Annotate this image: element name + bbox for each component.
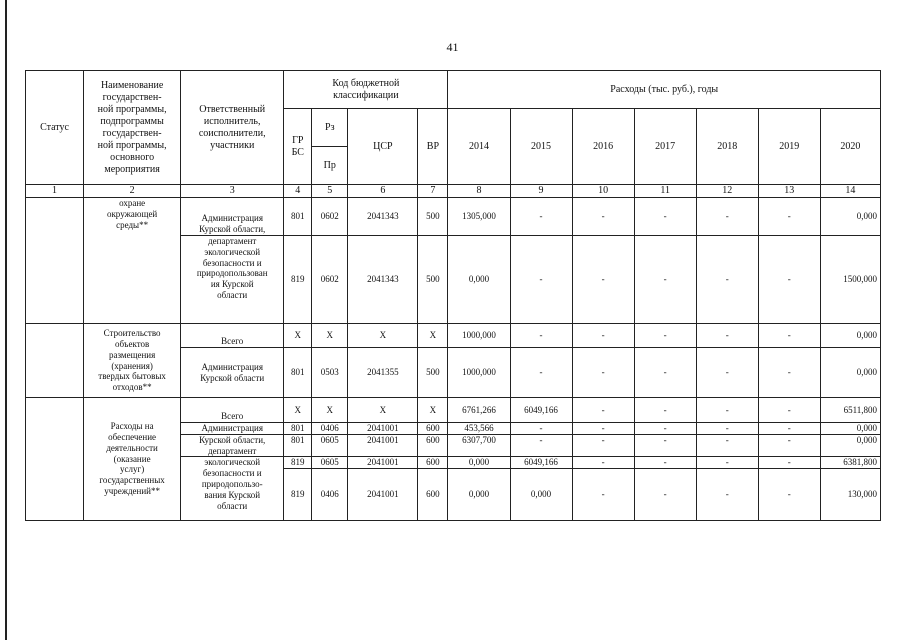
value-2020: 130,000 bbox=[820, 469, 880, 521]
rzpr-cell: 0605 bbox=[312, 457, 348, 469]
header-year-2014: 2014 bbox=[448, 109, 510, 185]
rzpr-cell: X bbox=[312, 398, 348, 423]
value-2016: - bbox=[572, 398, 634, 423]
column-number: 2 bbox=[84, 185, 181, 198]
value-2020: 0,000 bbox=[820, 198, 880, 236]
value-2019: - bbox=[758, 434, 820, 457]
value-2019: - bbox=[758, 469, 820, 521]
value-2015: - bbox=[510, 324, 572, 348]
header-year-2019: 2019 bbox=[758, 109, 820, 185]
value-2016: - bbox=[572, 434, 634, 457]
vr-cell: 600 bbox=[418, 423, 448, 435]
table-row bbox=[26, 398, 881, 423]
header-program-name: Наименование государствен- ной программы, подпрограммы государствен- ной программы, основного мероприятия bbox=[84, 71, 181, 185]
header-status: Статус bbox=[26, 71, 84, 185]
vr-cell: 600 bbox=[418, 434, 448, 457]
value-2017: - bbox=[634, 398, 696, 423]
value-2015: 0,000 bbox=[510, 469, 572, 521]
left-margin-rule bbox=[5, 0, 7, 640]
column-number: 6 bbox=[348, 185, 418, 198]
status-cell bbox=[26, 398, 84, 521]
header-csr: ЦСР bbox=[348, 109, 418, 185]
value-2015: - bbox=[510, 236, 572, 324]
program-name-cell: охране окружающей среды** bbox=[84, 198, 181, 324]
rzpr-cell: 0602 bbox=[312, 236, 348, 324]
value-2018: - bbox=[696, 398, 758, 423]
vr-cell: 600 bbox=[418, 469, 448, 521]
column-number: 12 bbox=[696, 185, 758, 198]
executor-cell: Администрация Курской области bbox=[181, 348, 284, 398]
value-2014: 1305,000 bbox=[448, 198, 510, 236]
grbs-cell: 801 bbox=[284, 198, 312, 236]
value-2016: - bbox=[572, 423, 634, 435]
value-2018: - bbox=[696, 469, 758, 521]
executor-cell: Администрация bbox=[181, 423, 284, 435]
table-row bbox=[26, 324, 881, 348]
column-number: 3 bbox=[181, 185, 284, 198]
executor-cell: департамент экологической безопасности и природопользован ия Курской области bbox=[181, 236, 284, 324]
column-number-row bbox=[26, 185, 881, 198]
header-year-2017: 2017 bbox=[634, 109, 696, 185]
value-2019: - bbox=[758, 198, 820, 236]
grbs-cell: 819 bbox=[284, 236, 312, 324]
header-year-2018: 2018 bbox=[696, 109, 758, 185]
value-2015: - bbox=[510, 434, 572, 457]
value-2020: 0,000 bbox=[820, 434, 880, 457]
value-2015: - bbox=[510, 423, 572, 435]
program-name-cell: Расходы на обеспечение деятельности (оказание услуг) государственных учреждений** bbox=[84, 398, 181, 521]
value-2018: - bbox=[696, 198, 758, 236]
csr-cell: 2041355 bbox=[348, 348, 418, 398]
vr-cell: 600 bbox=[418, 457, 448, 469]
rzpr-cell: X bbox=[312, 324, 348, 348]
value-2020: 1500,000 bbox=[820, 236, 880, 324]
value-2017: - bbox=[634, 348, 696, 398]
value-2014: 6761,266 bbox=[448, 398, 510, 423]
value-2018: - bbox=[696, 423, 758, 435]
column-number: 7 bbox=[418, 185, 448, 198]
value-2019: - bbox=[758, 423, 820, 435]
value-2014: 1000,000 bbox=[448, 324, 510, 348]
value-2018: - bbox=[696, 348, 758, 398]
status-cell bbox=[26, 324, 84, 398]
column-number: 4 bbox=[284, 185, 312, 198]
value-2018: - bbox=[696, 236, 758, 324]
executor-cell: Курской области, департамент bbox=[181, 434, 284, 457]
page-number: 41 bbox=[446, 40, 459, 54]
value-2020: 6381,800 bbox=[820, 457, 880, 469]
value-2014: 0,000 bbox=[448, 457, 510, 469]
column-number: 10 bbox=[572, 185, 634, 198]
value-2018: - bbox=[696, 434, 758, 457]
value-2016: - bbox=[572, 324, 634, 348]
column-number: 8 bbox=[448, 185, 510, 198]
budget-table bbox=[25, 70, 881, 521]
executor-cell: Всего bbox=[181, 324, 284, 348]
vr-cell: 500 bbox=[418, 236, 448, 324]
csr-cell: X bbox=[348, 324, 418, 348]
header-row-1 bbox=[26, 71, 881, 109]
value-2016: - bbox=[572, 198, 634, 236]
value-2016: - bbox=[572, 348, 634, 398]
value-2018: - bbox=[696, 457, 758, 469]
value-2014: 0,000 bbox=[448, 469, 510, 521]
value-2020: 6511,800 bbox=[820, 398, 880, 423]
executor-cell: Всего bbox=[181, 398, 284, 423]
csr-cell: 2041001 bbox=[348, 469, 418, 521]
grbs-cell: X bbox=[284, 398, 312, 423]
header-pr: Пр bbox=[312, 147, 348, 185]
value-2017: - bbox=[634, 423, 696, 435]
status-cell bbox=[26, 198, 84, 324]
rzpr-cell: 0406 bbox=[312, 423, 348, 435]
column-number: 14 bbox=[820, 185, 880, 198]
csr-cell: X bbox=[348, 398, 418, 423]
value-2016: - bbox=[572, 457, 634, 469]
column-number: 13 bbox=[758, 185, 820, 198]
rzpr-cell: 0503 bbox=[312, 348, 348, 398]
value-2019: - bbox=[758, 348, 820, 398]
grbs-cell: 801 bbox=[284, 434, 312, 457]
value-2014: 0,000 bbox=[448, 236, 510, 324]
grbs-cell: X bbox=[284, 324, 312, 348]
value-2017: - bbox=[634, 324, 696, 348]
executor-cell: Администрация Курской области, bbox=[181, 198, 284, 236]
value-2018: - bbox=[696, 324, 758, 348]
value-2016: - bbox=[572, 236, 634, 324]
value-2015: 6049,166 bbox=[510, 457, 572, 469]
value-2015: - bbox=[510, 198, 572, 236]
value-2014: 453,566 bbox=[448, 423, 510, 435]
executor-cell: экологической безопасности и природопользо- вания Курской области bbox=[181, 457, 284, 521]
csr-cell: 2041001 bbox=[348, 423, 418, 435]
column-number: 5 bbox=[312, 185, 348, 198]
header-year-2015: 2015 bbox=[510, 109, 572, 185]
header-year-2016: 2016 bbox=[572, 109, 634, 185]
value-2014: 1000,000 bbox=[448, 348, 510, 398]
header-vr: ВР bbox=[418, 109, 448, 185]
value-2019: - bbox=[758, 236, 820, 324]
csr-cell: 2041343 bbox=[348, 236, 418, 324]
value-2017: - bbox=[634, 236, 696, 324]
csr-cell: 2041001 bbox=[348, 457, 418, 469]
value-2020: 0,000 bbox=[820, 324, 880, 348]
grbs-cell: 819 bbox=[284, 469, 312, 521]
rzpr-cell: 0605 bbox=[312, 434, 348, 457]
value-2015: 6049,166 bbox=[510, 398, 572, 423]
value-2019: - bbox=[758, 457, 820, 469]
vr-cell: 500 bbox=[418, 198, 448, 236]
rzpr-cell: 0602 bbox=[312, 198, 348, 236]
value-2017: - bbox=[634, 469, 696, 521]
value-2017: - bbox=[634, 198, 696, 236]
header-budget-code: Код бюджетной классификации bbox=[284, 71, 448, 109]
header-grbs: ГР БС bbox=[284, 109, 312, 185]
program-name-cell: Строительство объектов размещения (хранения) твердых бытовых отходов** bbox=[84, 324, 181, 398]
value-2015: - bbox=[510, 348, 572, 398]
column-number: 11 bbox=[634, 185, 696, 198]
rzpr-cell: 0406 bbox=[312, 469, 348, 521]
value-2017: - bbox=[634, 457, 696, 469]
value-2020: 0,000 bbox=[820, 348, 880, 398]
value-2017: - bbox=[634, 434, 696, 457]
header-year-2020: 2020 bbox=[820, 109, 880, 185]
table-row bbox=[26, 198, 881, 236]
grbs-cell: 801 bbox=[284, 423, 312, 435]
value-2019: - bbox=[758, 398, 820, 423]
value-2016: - bbox=[572, 469, 634, 521]
vr-cell: X bbox=[418, 398, 448, 423]
vr-cell: 500 bbox=[418, 348, 448, 398]
grbs-cell: 819 bbox=[284, 457, 312, 469]
header-executor: Ответственный исполнитель, соисполнители, участники bbox=[181, 71, 284, 185]
value-2014: 6307,700 bbox=[448, 434, 510, 457]
csr-cell: 2041343 bbox=[348, 198, 418, 236]
header-rz: Рз bbox=[312, 109, 348, 147]
column-number: 1 bbox=[26, 185, 84, 198]
column-number: 9 bbox=[510, 185, 572, 198]
value-2020: 0,000 bbox=[820, 423, 880, 435]
grbs-cell: 801 bbox=[284, 348, 312, 398]
vr-cell: X bbox=[418, 324, 448, 348]
header-expenses: Расходы (тыс. руб.), годы bbox=[448, 71, 881, 109]
value-2019: - bbox=[758, 324, 820, 348]
csr-cell: 2041001 bbox=[348, 434, 418, 457]
